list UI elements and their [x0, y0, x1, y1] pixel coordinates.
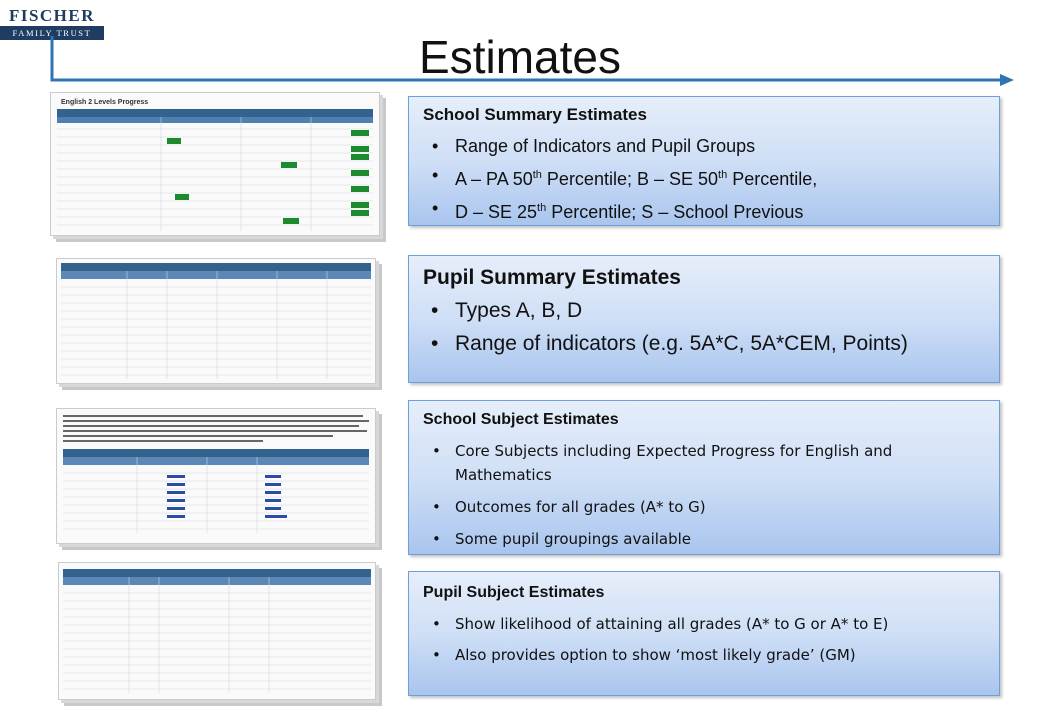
bullet-text: Some pupil groupings available: [455, 530, 692, 548]
bullet-item: [423, 294, 985, 327]
report-table-graphic: [57, 409, 375, 543]
school-subject-report-thumbnail: [56, 408, 376, 544]
pupil-subject-estimates-panel: [408, 571, 1000, 696]
bullet-text: Types A, B, D: [455, 299, 583, 322]
bullet-text: Range of Indicators and Pupil Groups: [455, 136, 756, 156]
bullet-list: [423, 612, 985, 667]
bullet-item: [423, 327, 985, 360]
bullet-item: [423, 612, 985, 636]
bullet-item: [423, 161, 985, 194]
bullet-list: [423, 132, 985, 227]
pupil-summary-estimates-panel: [408, 255, 1000, 383]
bullet-item: [423, 194, 985, 227]
school-subject-estimates-panel: [408, 400, 1000, 555]
bullet-item: [423, 643, 985, 667]
bullet-item: [423, 132, 985, 161]
bullet-text: Also provides option to show ‘most likely grade’ (GM): [455, 646, 856, 664]
panel-heading: School Subject Estimates: [423, 411, 619, 428]
bullet-text: Percentile; S – School Previous: [546, 202, 804, 222]
logo-line-2: FAMILY TRUST: [0, 26, 104, 40]
bullet-item: [423, 439, 985, 487]
panel-heading: Pupil Summary Estimates: [423, 266, 681, 289]
bullet-list: [423, 294, 985, 360]
bullet-item: [423, 495, 985, 519]
page-title: Estimates: [419, 31, 621, 83]
report-table-graphic: [57, 259, 375, 383]
bullet-item: [423, 527, 985, 551]
logo-line-1: FISCHER: [8, 6, 96, 25]
bullet-text: A – PA 50: [455, 169, 533, 189]
bullet-text: Percentile,: [727, 169, 818, 189]
bullet-text: Percentile; B – SE 50: [541, 169, 719, 189]
bullet-text: Outcomes for all grades (A* to G): [455, 498, 706, 516]
bullet-list: [423, 439, 985, 551]
panel-heading: School Summary Estimates: [423, 105, 647, 124]
pupil-summary-report-thumbnail: [56, 258, 376, 384]
bullet-text: Core Subjects including Expected Progress for English and Mathematics: [455, 442, 893, 484]
bullet-text: D – SE 25: [455, 202, 538, 222]
ordinal-suffix: th: [532, 169, 542, 181]
school-summary-report-thumbnail: [50, 92, 380, 236]
thumbnail-heading: English 2 Levels Progress: [61, 99, 149, 106]
report-table-graphic: [51, 93, 379, 235]
school-summary-estimates-panel: [408, 96, 1000, 226]
pupil-subject-report-thumbnail: [58, 562, 376, 700]
ordinal-suffix: th: [718, 169, 728, 181]
bullet-text: Show likelihood of attaining all grades (A* to G or A* to E): [455, 615, 889, 633]
panel-heading: Pupil Subject Estimates: [423, 584, 605, 601]
ordinal-suffix: th: [537, 202, 547, 214]
report-table-graphic: [59, 563, 375, 699]
bullet-text: Range of indicators (e.g. 5A*C, 5A*CEM, Points): [455, 332, 908, 355]
